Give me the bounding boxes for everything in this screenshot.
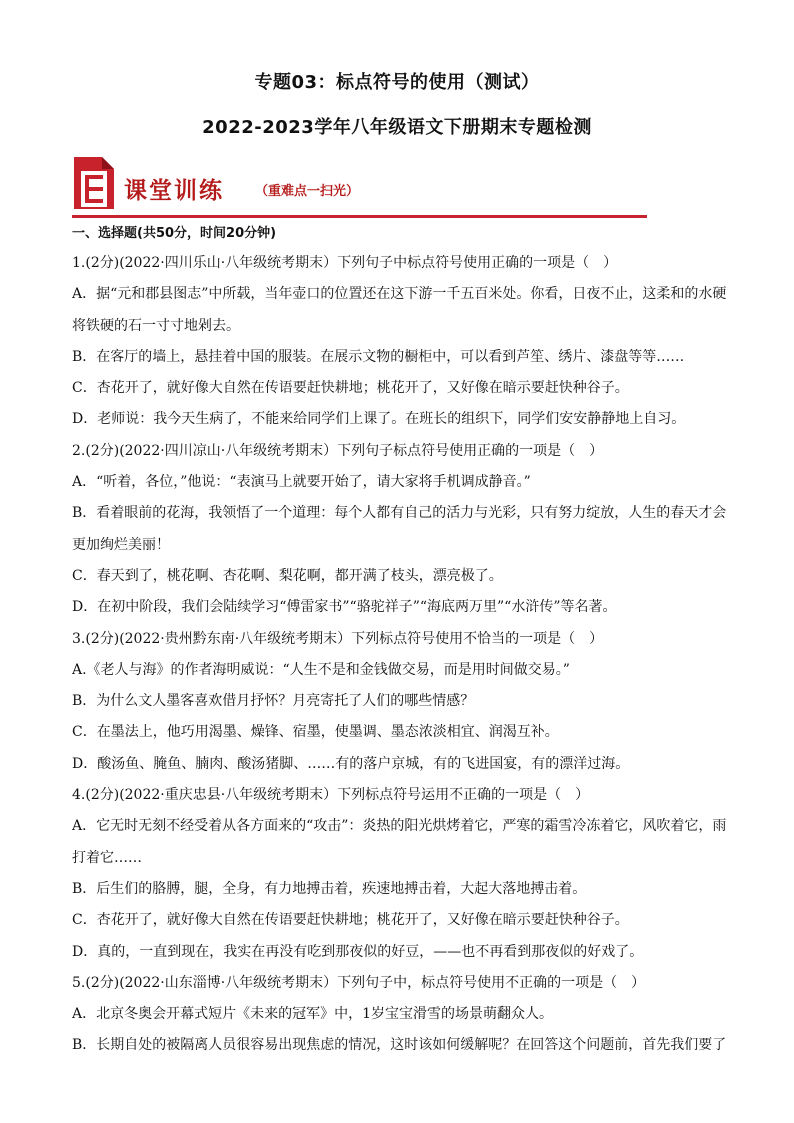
document-subtitle: 2022-2023学年八年级语文下册期末专题检测 (202, 117, 592, 138)
answer-option: C．春天到了，桃花啊、杏花啊、梨花啊，都开满了枝头，漂亮极了。 (72, 567, 503, 584)
question-stem: 5.(2分)(2022·山东淄博·八年级统考期末）下列句子中，标点符号使用不正确的一项是（ ） (72, 974, 646, 991)
question-stem: 2.(2分)(2022·四川凉山·八年级统考期末）下列句子标点符号使用正确的一项是（ ） (72, 442, 604, 459)
answer-option: D．真的，一直到现在，我实在再没有吃到那夜似的好豆，——也不再看到那夜似的好戏了。 (72, 943, 644, 960)
answer-option: C．杏花开了，就好像大自然在传语要赶快耕地；桃花开了，又好像在暗示要赶快种谷子。 (72, 912, 629, 929)
answer-option: 打着它…… (72, 849, 142, 866)
answer-option: D．老师说：我今天生病了，不能来给同学们上课了。在班长的组织下，同学们安安静静地上自习。 (72, 411, 686, 428)
question-stem: 3.(2分)(2022·贵州黔东南·八年级统考期末）下列标点符号使用不恰当的一项是（ ） (72, 630, 604, 647)
answer-option: D．在初中阶段，我们会陆续学习“傅雷家书”“骆驼祥子”“海底两万里”“水浒传”等名著。 (72, 599, 617, 616)
section-heading: 一、选择题(共50分，时间20分钟) (72, 226, 277, 241)
answer-option: A．“听着，各位，”他说：“表演马上就要开始了，请大家将手机调成静音。” (72, 474, 531, 491)
answer-option: A．它无时无刻不经受着从各方面来的“攻击”：炎热的阳光烘烤着它，严寒的霜雪冷冻着它，风吹着它，雨 (72, 818, 727, 835)
answer-option: A.《老人与海》的作者海明威说：“人生不是和金钱做交易，而是用时间做交易。” (72, 661, 570, 678)
answer-option: C．在墨法上，他巧用渴墨、燥锋、宿墨，使墨调、墨态浓淡相宜、润渴互补。 (72, 724, 559, 741)
document-icon (72, 155, 116, 211)
question-list (72, 220, 740, 1062)
answer-option: B．长期自处的被隔离人员很容易出现焦虑的情况，这时该如何缓解呢？在回答这个问题前，首先我们要了 (72, 1037, 727, 1054)
question-stem: 4.(2分)(2022·重庆忠县·八年级统考期末）下列标点符号运用不正确的一项是（ ） (72, 787, 590, 804)
answer-option: D．酸汤鱼、腌鱼、腩肉、酸汤猪脚、……有的落户京城，有的飞进国宴，有的漂洋过海。 (72, 755, 630, 772)
banner-sub-label: （重难点一扫光） (255, 184, 360, 199)
banner-label: 课堂训练 (124, 178, 224, 204)
answer-option: A．北京冬奥会开幕式短片《未来的冠军》中，1岁宝宝滑雪的场景萌翻众人。 (72, 1006, 554, 1023)
question-stem: 1.(2分)(2022·四川乐山·八年级统考期末）下列句子中标点符号使用正确的一项是（ ） (72, 255, 618, 271)
answer-option: C．杏花开了，就好像大自然在传语要赶快耕地；桃花开了，又好像在暗示要赶快种谷子。 (72, 380, 629, 397)
answer-option: 更加绚烂美丽！ (72, 536, 170, 553)
answer-option: B．看着眼前的花海，我领悟了一个道理：每个人都有自己的活力与光彩，只有努力绽放，人生的春天才会 (72, 505, 727, 522)
answer-option: A．据“元和郡县图志”中所载，当年壶口的位置还在这下游一千五百米处。你看，日夜不止，这柔和的水硬 (72, 286, 727, 303)
answer-option: B．后生们的胳膊，腿，全身，有力地搏击着，疾速地搏击着，大起大落地搏击着。 (72, 880, 587, 897)
answer-option: B．为什么文人墨客喜欢借月抒怀？月亮寄托了人们的哪些情感？ (72, 693, 475, 710)
banner-divider (72, 215, 647, 218)
answer-option: B．在客厅的墙上，悬挂着中国的服装。在展示文物的橱柜中，可以看到芦笙、绣片、漆盘等等…… (72, 348, 685, 365)
section-banner (72, 155, 652, 221)
answer-option: 将铁硬的石一寸寸地剁去。 (72, 317, 240, 334)
document-title: 专题03：标点符号的使用（测试） (254, 72, 540, 93)
